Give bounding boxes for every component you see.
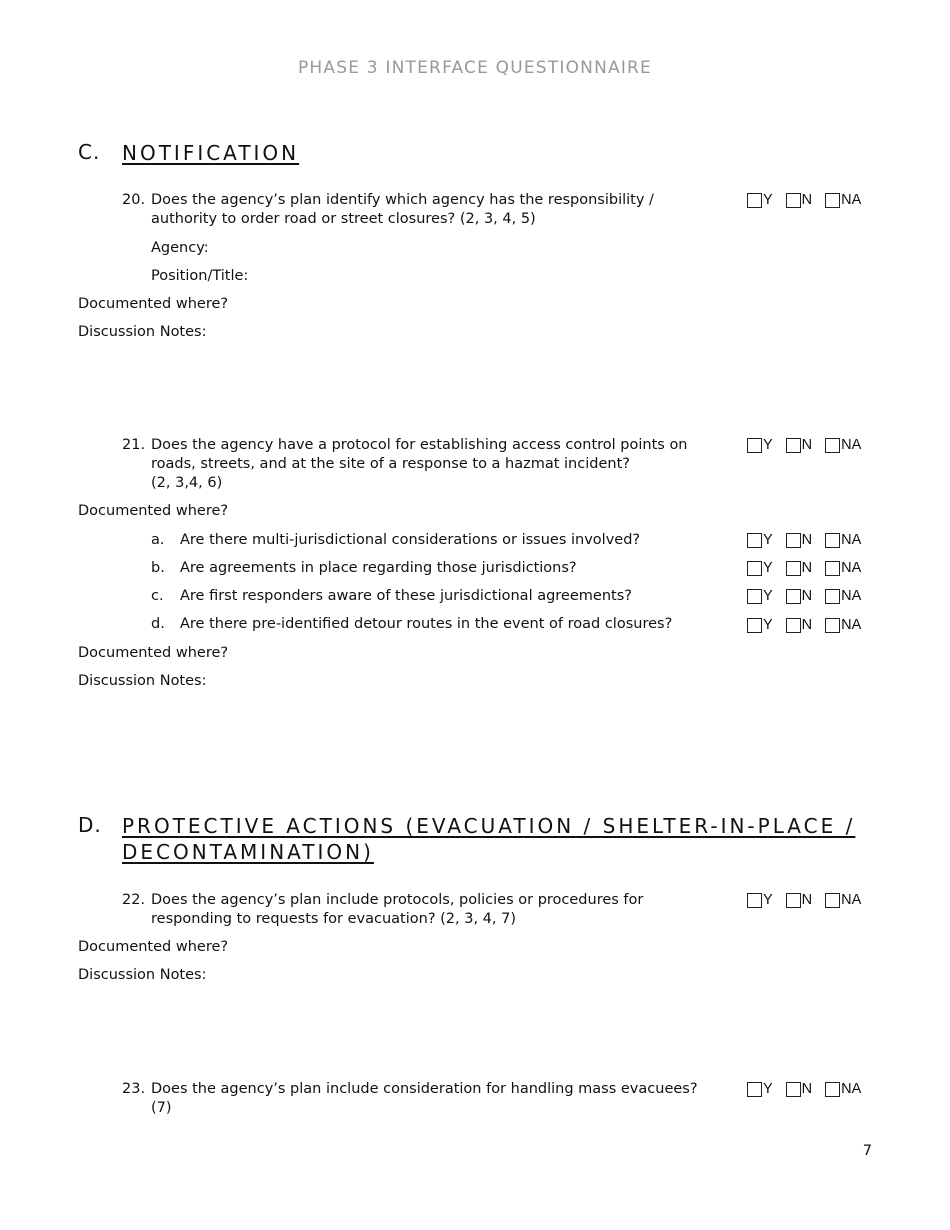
q22-number: 22. <box>122 892 146 908</box>
yes-label: Y <box>763 588 773 604</box>
section-d-title-line2: DECONTAMINATION) <box>122 840 374 864</box>
q20-agency-label: Agency: <box>151 240 209 256</box>
q20-options <box>747 192 861 208</box>
page-number: 7 <box>862 1143 872 1159</box>
q21c-yes-checkbox[interactable] <box>747 589 762 604</box>
q21c-no-checkbox[interactable] <box>786 589 801 604</box>
q23-text-line1: Does the agency’s plan include consideration for handling mass evacuees? <box>151 1081 698 1097</box>
q21d-na-checkbox[interactable] <box>825 618 840 633</box>
q21-na-checkbox[interactable] <box>825 438 840 453</box>
q21a-letter: a. <box>151 532 165 548</box>
q23-no-checkbox[interactable] <box>786 1082 801 1097</box>
no-label: N <box>801 1081 813 1097</box>
q22-notes-label: Discussion Notes: <box>78 967 207 983</box>
q20-number: 20. <box>122 192 146 208</box>
no-label: N <box>801 437 813 453</box>
q21-text-line2: roads, streets, and at the site of a response to a hazmat incident? <box>151 456 630 472</box>
q21a-na-checkbox[interactable] <box>825 533 840 548</box>
section-c-title: NOTIFICATION <box>122 141 300 165</box>
q21b-text: Are agreements in place regarding those jurisdictions? <box>180 560 577 576</box>
q21b-options <box>747 560 861 576</box>
yes-label: Y <box>763 437 773 453</box>
q21a-yes-checkbox[interactable] <box>747 533 762 548</box>
q21a-options <box>747 532 861 548</box>
q23-text-line2: (7) <box>151 1100 172 1116</box>
q21b-na-checkbox[interactable] <box>825 561 840 576</box>
yes-label: Y <box>763 1081 773 1097</box>
q21c-na-checkbox[interactable] <box>825 589 840 604</box>
section-d-title-line1: PROTECTIVE ACTIONS (EVACUATION / SHELTER-IN-PLACE / <box>122 814 856 838</box>
na-label: NA <box>841 588 862 604</box>
q21-options <box>747 437 861 453</box>
q21-number: 21. <box>122 437 146 453</box>
na-label: NA <box>841 437 862 453</box>
na-label: NA <box>841 532 862 548</box>
q21c-text: Are first responders aware of these jurisdictional agreements? <box>180 588 632 604</box>
q21-text-line3: (2, 3,4, 6) <box>151 475 223 491</box>
q22-no-checkbox[interactable] <box>786 893 801 908</box>
q21d-yes-checkbox[interactable] <box>747 618 762 633</box>
q21c-letter: c. <box>151 588 164 604</box>
q21d-no-checkbox[interactable] <box>786 618 801 633</box>
section-c-letter: C. <box>78 140 101 164</box>
no-label: N <box>801 560 813 576</box>
na-label: NA <box>841 892 862 908</box>
no-label: N <box>801 588 813 604</box>
q23-yes-checkbox[interactable] <box>747 1082 762 1097</box>
q20-text-line1: Does the agency’s plan identify which agency has the responsibility / <box>151 192 654 208</box>
q21-yes-checkbox[interactable] <box>747 438 762 453</box>
q21c-options <box>747 588 861 604</box>
q20-no-checkbox[interactable] <box>786 193 801 208</box>
q22-text-line1: Does the agency’s plan include protocols, policies or procedures for <box>151 892 644 908</box>
q21-documented-label: Documented where? <box>78 503 229 519</box>
q23-number: 23. <box>122 1081 146 1097</box>
yes-label: Y <box>763 892 773 908</box>
no-label: N <box>801 192 813 208</box>
no-label: N <box>801 892 813 908</box>
yes-label: Y <box>763 560 773 576</box>
q21b-no-checkbox[interactable] <box>786 561 801 576</box>
q20-text-line2: authority to order road or street closures? (2, 3, 4, 5) <box>151 211 536 227</box>
q21-notes-label: Discussion Notes: <box>78 673 207 689</box>
section-d-letter: D. <box>78 813 102 837</box>
q20-yes-checkbox[interactable] <box>747 193 762 208</box>
q22-text-line2: responding to requests for evacuation? (2, 3, 4, 7) <box>151 911 516 927</box>
yes-label: Y <box>763 617 773 633</box>
q20-position-label: Position/Title: <box>151 268 249 284</box>
q21d-letter: d. <box>151 616 165 632</box>
q23-na-checkbox[interactable] <box>825 1082 840 1097</box>
q21d-options <box>747 617 861 633</box>
no-label: N <box>801 617 813 633</box>
q23-options <box>747 1081 861 1097</box>
no-label: N <box>801 532 813 548</box>
yes-label: Y <box>763 192 773 208</box>
q21a-no-checkbox[interactable] <box>786 533 801 548</box>
na-label: NA <box>841 192 862 208</box>
q20-na-checkbox[interactable] <box>825 193 840 208</box>
q22-options <box>747 892 861 908</box>
q21d-text: Are there pre-identified detour routes in the event of road closures? <box>180 616 673 632</box>
yes-label: Y <box>763 532 773 548</box>
q22-yes-checkbox[interactable] <box>747 893 762 908</box>
na-label: NA <box>841 560 862 576</box>
q20-notes-label: Discussion Notes: <box>78 324 207 340</box>
q21b-yes-checkbox[interactable] <box>747 561 762 576</box>
page-header: PHASE 3 INTERFACE QUESTIONNAIRE <box>297 58 653 78</box>
q21-text-line1: Does the agency have a protocol for establishing access control points on <box>151 437 688 453</box>
q22-documented-label: Documented where? <box>78 939 229 955</box>
q21b-letter: b. <box>151 560 165 576</box>
na-label: NA <box>841 617 862 633</box>
q20-documented-label: Documented where? <box>78 296 229 312</box>
q21a-text: Are there multi-jurisdictional considerations or issues involved? <box>180 532 641 548</box>
q21-sub-documented-label: Documented where? <box>78 645 229 661</box>
q21-no-checkbox[interactable] <box>786 438 801 453</box>
q22-na-checkbox[interactable] <box>825 893 840 908</box>
na-label: NA <box>841 1081 862 1097</box>
